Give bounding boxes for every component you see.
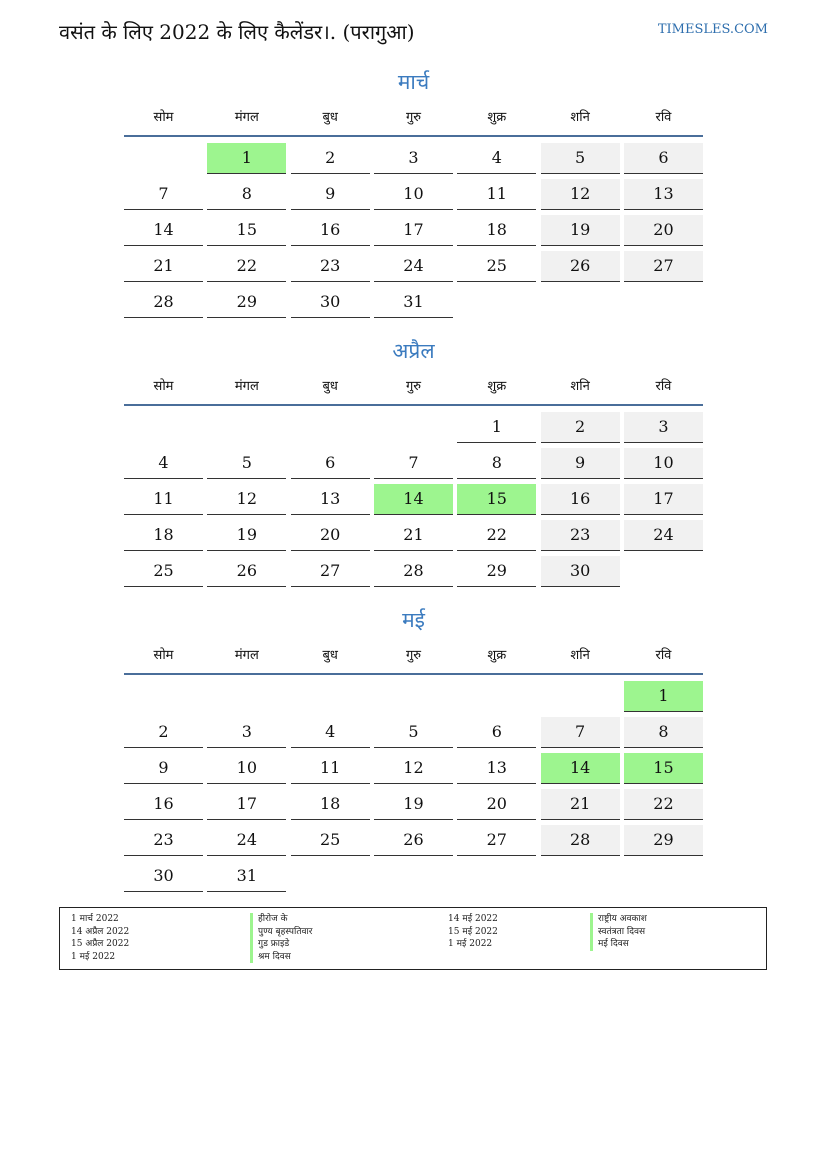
day-cell: 21 — [374, 520, 453, 551]
day-cell: 4 — [457, 143, 536, 174]
weekday-header — [124, 370, 703, 406]
day-cell: 29 — [624, 825, 703, 856]
day-cell: 4 — [124, 448, 203, 479]
weekday-label: सोम — [153, 379, 174, 394]
weekday-label: सोम — [153, 648, 174, 663]
day-cell: 31 — [207, 861, 286, 892]
day-cell: 3 — [624, 412, 703, 443]
day-cell: 7 — [541, 717, 620, 748]
day-cell: 17 — [207, 789, 286, 820]
day-cell: 9 — [124, 753, 203, 784]
day-cell: 1 — [457, 412, 536, 443]
day-cell: 10 — [207, 753, 286, 784]
day-cell: 12 — [207, 484, 286, 515]
legend-entry: 1 मार्च 2022 — [71, 914, 119, 924]
day-cell: 16 — [541, 484, 620, 515]
legend-entry: 14 मई 2022 — [448, 914, 498, 924]
day-cell: 28 — [124, 287, 203, 318]
weekday-label: शुक्र — [487, 110, 507, 125]
day-cell: 6 — [624, 143, 703, 174]
day-cell: 13 — [291, 484, 370, 515]
day-cell: 29 — [457, 556, 536, 587]
weekday-label: बुध — [322, 110, 338, 125]
empty-cell — [374, 412, 453, 443]
day-cell: 11 — [457, 179, 536, 210]
day-cell: 24 — [207, 825, 286, 856]
day-cell: 17 — [374, 215, 453, 246]
day-cell: 11 — [124, 484, 203, 515]
holiday-day-cell: 1 — [207, 143, 286, 174]
holiday-day-cell: 15 — [457, 484, 536, 515]
day-cell: 7 — [124, 179, 203, 210]
legend-entry: 15 मई 2022 — [448, 926, 498, 937]
day-cell: 30 — [291, 287, 370, 318]
weekday-label: गुरु — [405, 648, 422, 663]
weekday-label: शुक्र — [487, 648, 507, 663]
day-cell: 17 — [624, 484, 703, 515]
day-cell: 16 — [291, 215, 370, 246]
holiday-legend — [59, 907, 767, 970]
day-cell: 25 — [291, 825, 370, 856]
day-cell: 22 — [207, 251, 286, 282]
weekday-header — [124, 639, 703, 675]
month-title: मई — [402, 608, 425, 632]
day-cell: 2 — [124, 717, 203, 748]
day-cell: 21 — [541, 789, 620, 820]
day-cell: 30 — [124, 861, 203, 892]
legend-entry: 1 मई 2022 — [448, 939, 493, 949]
day-cell: 21 — [124, 251, 203, 282]
empty-cell — [124, 681, 203, 712]
day-cell: 31 — [374, 287, 453, 318]
day-cell: 23 — [291, 251, 370, 282]
day-cell: 8 — [207, 179, 286, 210]
day-cell: 23 — [124, 825, 203, 856]
legend-entry: हीरोज के — [250, 913, 312, 926]
day-cell: 26 — [541, 251, 620, 282]
day-grid — [124, 681, 703, 892]
day-cell: 27 — [291, 556, 370, 587]
empty-cell — [374, 681, 453, 712]
weekday-label: मंगल — [234, 379, 259, 394]
weekday-label: रवि — [655, 648, 672, 663]
day-cell: 28 — [374, 556, 453, 587]
legend-entry: मई दिवस — [590, 938, 647, 951]
weekday-label: गुरु — [405, 379, 422, 394]
month-may — [124, 605, 703, 892]
day-cell: 19 — [207, 520, 286, 551]
empty-cell — [541, 681, 620, 712]
empty-cell — [207, 412, 286, 443]
day-cell: 4 — [291, 717, 370, 748]
legend-right-names — [590, 913, 647, 951]
legend-entry: 15 अप्रैल 2022 — [71, 939, 130, 949]
day-cell: 23 — [541, 520, 620, 551]
legend-right-dates — [448, 913, 498, 951]
day-cell: 2 — [291, 143, 370, 174]
weekday-label: बुध — [322, 379, 338, 394]
day-cell: 19 — [374, 789, 453, 820]
day-cell: 15 — [207, 215, 286, 246]
month-title: मार्च — [397, 70, 430, 94]
day-cell: 13 — [624, 179, 703, 210]
weekday-label: बुध — [322, 648, 338, 663]
weekday-label: शुक्र — [487, 379, 507, 394]
day-cell: 20 — [291, 520, 370, 551]
day-cell: 2 — [541, 412, 620, 443]
day-cell: 20 — [457, 789, 536, 820]
legend-entry: स्वतंत्रता दिवस — [590, 926, 647, 939]
weekday-label: रवि — [655, 110, 672, 125]
day-cell: 22 — [457, 520, 536, 551]
weekday-label: मंगल — [234, 648, 259, 663]
empty-cell — [457, 681, 536, 712]
day-cell: 18 — [457, 215, 536, 246]
day-cell: 18 — [291, 789, 370, 820]
day-cell: 18 — [124, 520, 203, 551]
legend-entry: 14 अप्रैल 2022 — [71, 926, 130, 937]
weekday-label: शनि — [570, 110, 590, 125]
day-cell: 26 — [207, 556, 286, 587]
holiday-day-cell: 1 — [624, 681, 703, 712]
day-cell: 6 — [291, 448, 370, 479]
day-cell: 13 — [457, 753, 536, 784]
weekday-label: सोम — [153, 110, 174, 125]
day-cell: 8 — [457, 448, 536, 479]
day-cell: 8 — [624, 717, 703, 748]
empty-cell — [291, 412, 370, 443]
day-cell: 24 — [374, 251, 453, 282]
day-cell: 26 — [374, 825, 453, 856]
day-cell: 5 — [541, 143, 620, 174]
empty-cell — [291, 681, 370, 712]
day-cell: 7 — [374, 448, 453, 479]
day-cell: 29 — [207, 287, 286, 318]
day-cell: 10 — [624, 448, 703, 479]
day-cell: 6 — [457, 717, 536, 748]
day-cell: 14 — [124, 215, 203, 246]
day-cell: 3 — [374, 143, 453, 174]
weekday-header — [124, 101, 703, 137]
day-cell: 16 — [124, 789, 203, 820]
day-cell: 10 — [374, 179, 453, 210]
day-cell: 27 — [457, 825, 536, 856]
day-cell: 5 — [374, 717, 453, 748]
empty-cell — [124, 412, 203, 443]
day-grid — [124, 412, 703, 587]
weekday-label: शनि — [570, 379, 590, 394]
day-cell: 28 — [541, 825, 620, 856]
weekday-label: गुरु — [405, 110, 422, 125]
legend-left-names — [250, 913, 312, 963]
weekday-label: रवि — [655, 379, 672, 394]
holiday-day-cell: 15 — [624, 753, 703, 784]
month-april — [124, 336, 703, 587]
day-cell: 30 — [541, 556, 620, 587]
weekday-label: मंगल — [234, 110, 259, 125]
legend-entry: श्रम दिवस — [250, 951, 312, 964]
day-cell: 9 — [541, 448, 620, 479]
day-cell: 3 — [207, 717, 286, 748]
legend-entry: 1 मई 2022 — [71, 951, 116, 962]
month-march — [124, 67, 703, 318]
holiday-day-cell: 14 — [541, 753, 620, 784]
empty-cell — [124, 143, 203, 174]
day-cell: 9 — [291, 179, 370, 210]
day-cell: 22 — [624, 789, 703, 820]
legend-entry: पुण्य बृहस्पतिवार — [250, 926, 312, 939]
day-cell: 25 — [457, 251, 536, 282]
legend-entry: राष्ट्रीय अवकाश — [590, 913, 647, 926]
day-cell: 27 — [624, 251, 703, 282]
day-cell: 25 — [124, 556, 203, 587]
weekday-label: शनि — [570, 648, 590, 663]
day-cell: 11 — [291, 753, 370, 784]
day-cell: 20 — [624, 215, 703, 246]
page-title: वसंत के लिए 2022 के लिए कैलेंडर।. (परागुआ) — [59, 20, 415, 44]
month-title: अप्रैल — [392, 339, 435, 363]
legend-entry: गुड फ्राइडे — [250, 938, 312, 951]
site-link[interactable]: TIMESLES.COM — [657, 22, 768, 37]
day-cell: 12 — [374, 753, 453, 784]
day-grid — [124, 143, 703, 318]
legend-left-dates — [71, 913, 129, 963]
day-cell: 5 — [207, 448, 286, 479]
day-cell: 19 — [541, 215, 620, 246]
day-cell: 12 — [541, 179, 620, 210]
day-cell: 24 — [624, 520, 703, 551]
holiday-day-cell: 14 — [374, 484, 453, 515]
empty-cell — [207, 681, 286, 712]
